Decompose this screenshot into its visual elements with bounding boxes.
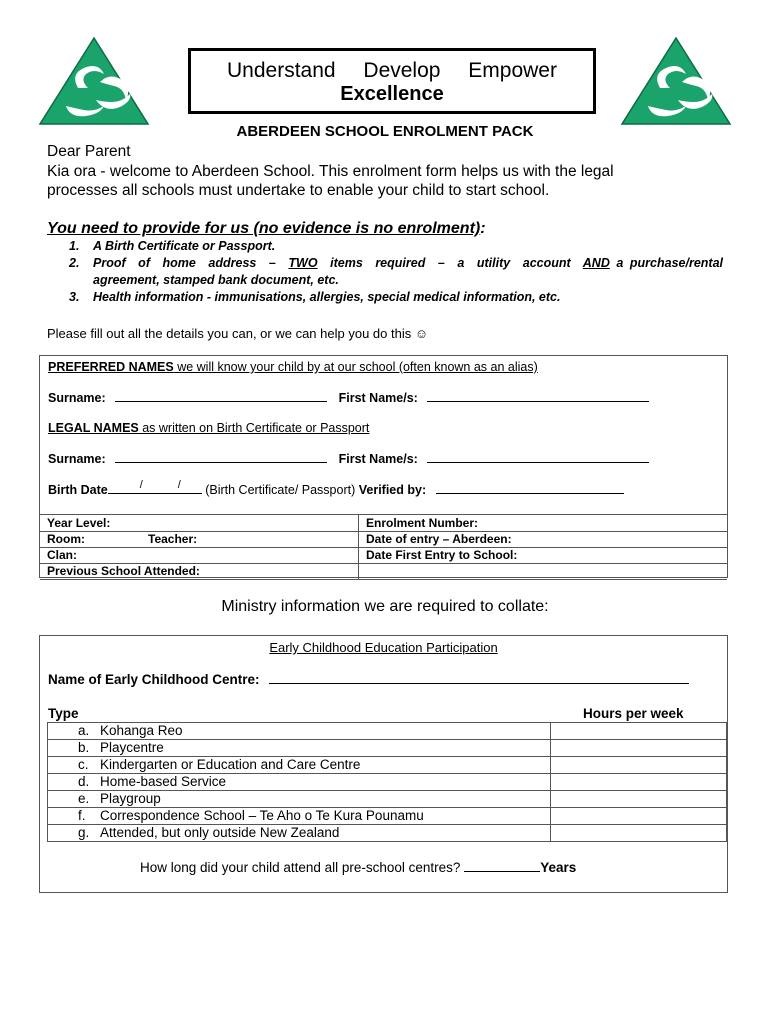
table-row	[48, 808, 727, 825]
surname-label: Surname:	[48, 391, 106, 405]
centre-name-field[interactable]	[269, 672, 689, 684]
hours-input[interactable]	[551, 740, 727, 757]
date-first-entry-label: Date First Entry to School:	[366, 548, 518, 562]
teacher-label: Teacher:	[148, 532, 198, 546]
preferred-surname-row	[48, 390, 649, 405]
requirements-list	[47, 238, 723, 306]
hours-input[interactable]	[551, 723, 727, 740]
requirements-heading-text: You need to provide for us (no evidence is no enrolment)	[47, 220, 481, 237]
legal-surname-field[interactable]	[115, 451, 327, 463]
requirement-text-a: Proof of home address –	[93, 256, 289, 270]
clan-label: Clan:	[47, 548, 77, 562]
ece-participation-box	[39, 635, 728, 893]
requirements-heading-colon: :	[480, 220, 486, 237]
enrolment-number-label: Enrolment Number:	[366, 516, 479, 530]
birth-date-field[interactable]	[108, 479, 202, 494]
requirements-heading	[47, 220, 486, 238]
legal-first-names-field[interactable]	[427, 451, 649, 463]
school-logo-left-icon	[38, 36, 150, 126]
first-names-label: First Name/s:	[338, 452, 418, 466]
table-row	[48, 774, 727, 791]
type-label: Playcentre	[100, 740, 164, 755]
enrolment-details-box	[39, 355, 728, 578]
preferred-names-note: we will know your child by at our school (often known as an alias)	[173, 360, 538, 374]
birth-date-note: (Birth Certificate/ Passport)	[201, 483, 359, 497]
legal-names-heading: LEGAL NAMES	[48, 421, 139, 435]
previous-school-label: Previous School Attended:	[47, 564, 200, 578]
surname-label: Surname:	[48, 452, 106, 466]
hours-label: Hours per week	[583, 706, 684, 721]
intro-line-2: processes all schools must undertake to enable your child to start school.	[47, 182, 550, 199]
requirement-text: Health information - immunisations, allergies, special medical information, etc.	[93, 290, 561, 304]
school-details-grid	[40, 514, 727, 578]
intro-line-1: Kia ora - welcome to Aberdeen School. This enrolment form helps us with the legal	[47, 163, 614, 180]
type-letter: f.	[78, 808, 86, 823]
requirement-item	[47, 289, 723, 306]
hours-input[interactable]	[551, 774, 727, 791]
requirement-two: TWO	[288, 256, 318, 270]
room-label: Room:	[47, 532, 85, 546]
type-label: Playgroup	[100, 791, 161, 806]
table-row	[48, 825, 727, 842]
how-long-row	[140, 860, 576, 875]
type-label: Correspondence School – Te Aho o Te Kura Pounamu	[100, 808, 424, 823]
years-field[interactable]	[464, 860, 540, 872]
requirement-item	[47, 255, 723, 289]
school-logo-right-icon	[620, 36, 732, 126]
centre-name-label: Name of Early Childhood Centre:	[48, 672, 260, 687]
year-level-label: Year Level:	[47, 516, 111, 530]
hours-input[interactable]	[551, 757, 727, 774]
hours-input[interactable]	[551, 808, 727, 825]
table-row	[48, 757, 727, 774]
birth-date-label: Birth Date	[48, 483, 108, 497]
legal-surname-row	[48, 451, 649, 466]
type-letter: g.	[78, 825, 90, 840]
requirement-text: A Birth Certificate or Passport.	[93, 239, 276, 253]
motto-line-1: Understand Develop Empower	[227, 59, 557, 82]
verified-by-label: Verified by:	[358, 483, 427, 497]
ece-title: Early Childhood Education Participation	[269, 640, 498, 655]
type-label: Type	[48, 706, 79, 721]
birth-date-slash: /	[139, 479, 143, 491]
preferred-names-heading: PREFERRED NAMES	[48, 360, 174, 374]
type-label: Home-based Service	[100, 774, 227, 789]
requirement-text-b: items required – a utility account	[317, 256, 583, 270]
page-title: ABERDEEN SCHOOL ENROLMENT PACK	[236, 123, 534, 140]
type-label: Kindergarten or Education and Care Centre	[100, 757, 361, 772]
type-letter: d.	[78, 774, 90, 789]
motto-line-2: Excellence	[340, 83, 444, 105]
birth-date-slash: /	[177, 479, 181, 491]
requirement-number: 1.	[69, 239, 80, 253]
preferred-names-row	[48, 360, 538, 374]
type-letter: a.	[78, 723, 90, 738]
first-names-label: First Name/s:	[338, 391, 418, 405]
date-of-entry-label: Date of entry – Aberdeen:	[366, 532, 512, 546]
type-letter: c.	[78, 757, 89, 772]
type-label: Attended, but only outside New Zealand	[100, 825, 340, 840]
hours-input[interactable]	[551, 791, 727, 808]
ece-types-table	[47, 722, 727, 842]
motto-box	[188, 48, 596, 114]
centre-name-row	[48, 672, 689, 687]
ministry-heading: Ministry information we are required to collate:	[221, 598, 549, 615]
type-label: Kohanga Reo	[100, 723, 183, 738]
requirement-number: 3.	[69, 290, 80, 304]
requirement-number: 2.	[69, 256, 80, 270]
requirement-and: AND	[582, 256, 610, 270]
birth-date-row	[48, 479, 624, 497]
hours-input[interactable]	[551, 825, 727, 842]
how-long-question: How long did your child attend all pre-school centres?	[140, 860, 465, 875]
legal-names-note: as written on Birth Certificate or Passport	[138, 421, 370, 435]
requirement-text-c: a purchase/rental agreement, stamped bank document, etc.	[93, 256, 723, 287]
fill-note: Please fill out all the details you can, or we can help you do this ☺	[47, 326, 429, 341]
type-letter: b.	[78, 740, 90, 755]
requirement-item	[47, 238, 723, 255]
preferred-surname-field[interactable]	[115, 390, 327, 402]
table-row	[48, 791, 727, 808]
verified-by-field[interactable]	[436, 482, 624, 494]
type-letter: e.	[78, 791, 90, 806]
table-row	[48, 723, 727, 740]
table-row	[48, 740, 727, 757]
years-label: Years	[540, 860, 577, 875]
preferred-first-names-field[interactable]	[427, 390, 649, 402]
legal-names-row	[48, 421, 369, 435]
greeting: Dear Parent	[47, 143, 131, 160]
